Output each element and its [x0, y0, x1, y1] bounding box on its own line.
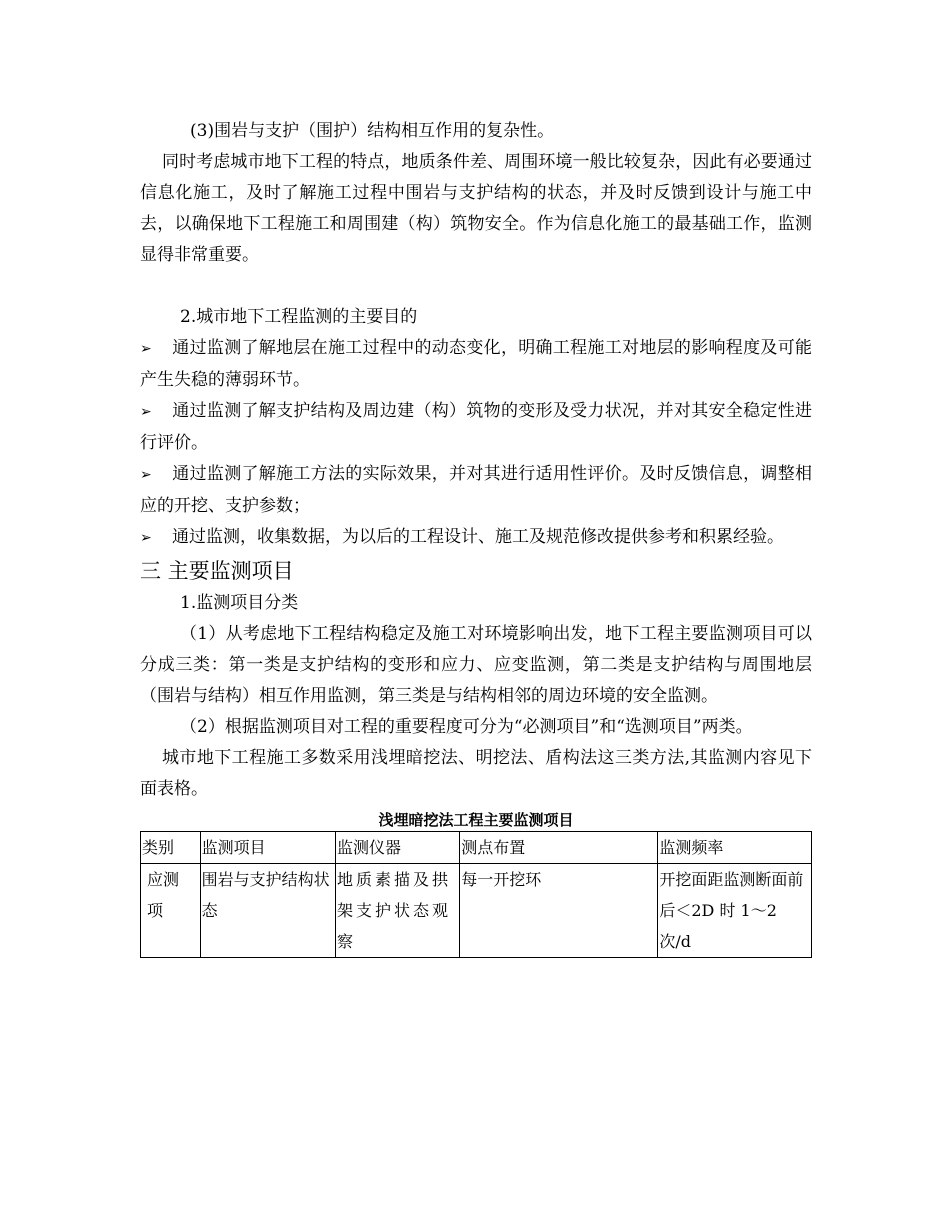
- cell-item: 围岩与支护结构状态: [200, 864, 335, 958]
- arrow-bullet-icon: ➢: [140, 341, 152, 357]
- table-row: [141, 864, 812, 958]
- bullet-item: [140, 396, 812, 459]
- arrow-bullet-icon: ➢: [140, 530, 152, 546]
- document-page: [140, 116, 812, 958]
- column-header: 监测仪器: [336, 832, 460, 864]
- cell-layout: 每一开挖环: [460, 864, 658, 958]
- heading-monitoring-purpose: 2.城市地下工程监测的主要目的: [180, 307, 418, 327]
- table-header-row: [141, 832, 812, 864]
- section-title: 三 主要监测项目: [140, 559, 294, 583]
- bullet-text: 通过监测了解施工方法的实际效果，并对其进行适用性评价。及时反馈信息，调整相应的开挖、支护参数；: [140, 464, 812, 516]
- bullet-item: [140, 522, 812, 554]
- bullet-text: 通过监测了解支护结构及周边建（构）筑物的变形及受力状况，并对其安全稳定性进行评价。: [140, 401, 812, 453]
- bullet-item: [140, 459, 812, 522]
- paragraph-monitoring-importance: 同时考虑城市地下工程的特点，地质条件差、周围环境一般比较复杂，因此有必要通过信息化施工，及时了解施工过程中围岩与支护结构的状态，并及时反馈到设计与施工中去，以确保地下工程施工和周围建（构）筑物安全。作为信息化施工的最基础工作，监测显得非常重要。: [140, 152, 812, 265]
- paragraph-complexity: (3)围岩与支护（围护）结构相互作用的复杂性。: [190, 121, 555, 141]
- blank-line: [140, 271, 812, 302]
- column-header: 测点布置: [460, 832, 658, 864]
- arrow-bullet-icon: ➢: [140, 467, 152, 483]
- bullet-text: 通过监测了解地层在施工过程中的动态变化，明确工程施工对地层的影响程度及可能产生失稳的薄弱环节。: [140, 338, 812, 390]
- column-header: 监测项目: [200, 832, 335, 864]
- cell-category: 应测项: [141, 864, 201, 958]
- paragraph-construction-methods: 城市地下工程施工多数采用浅埋暗挖法、明挖法、盾构法这三类方法,其监测内容见下面表格。: [140, 748, 812, 799]
- bullet-item: [140, 333, 812, 396]
- cell-frequency: 开挖面距监测断面前后＜2D 时 1～2 次/d: [658, 864, 812, 958]
- sub-heading-classification: 1.监测项目分类: [180, 593, 299, 613]
- table-title: 浅埋暗挖法工程主要监测项目: [378, 811, 574, 829]
- cell-instrument: 地质素描及拱架支护状态观察: [336, 864, 460, 958]
- bullet-text: 通过监测，收集数据，为以后的工程设计、施工及规范修改提供参考和积累经验。: [172, 527, 784, 547]
- column-header: 类别: [141, 832, 201, 864]
- column-header: 监测频率: [658, 832, 812, 864]
- monitoring-table: [140, 831, 812, 958]
- arrow-bullet-icon: ➢: [140, 404, 152, 420]
- paragraph-three-categories: （1）从考虑地下工程结构稳定及施工对环境影响出发，地下工程主要监测项目可以分成三类：第一类是支护结构的变形和应力、应变监测，第二类是支护结构与周围地层（围岩与结构）相互作用监测，第三类是与结构相邻的周边环境的安全监测。: [140, 624, 812, 706]
- paragraph-required-optional: （2）根据监测项目对工程的重要程度可分为“必测项目”和“选测项目”两类。: [180, 717, 753, 737]
